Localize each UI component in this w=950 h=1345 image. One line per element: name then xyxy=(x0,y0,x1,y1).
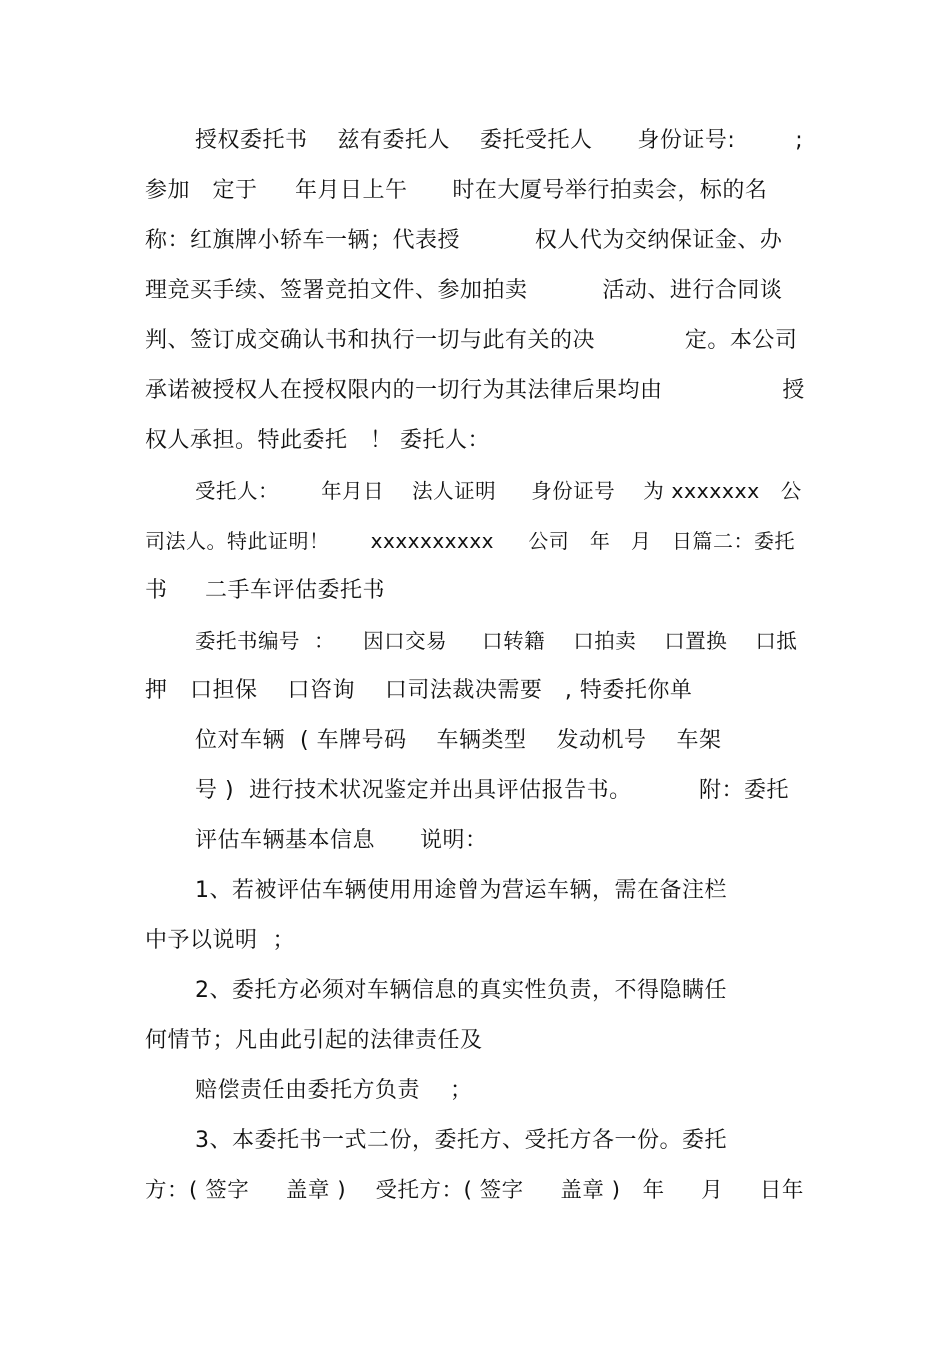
text-line: 理竞买手续、签署竞拍文件、参加拍卖 活动、进行合同谈 xyxy=(145,278,783,303)
text-line: 方：( 签字 盖章 ) 受托方：( 签字 盖章 ) 年 月 日年 xyxy=(145,1178,804,1203)
text-line: 司法人。特此证明！ xxxxxxxxxx 公司 年 月 日篇二：委托 xyxy=(145,529,796,553)
text-line: 评估车辆基本信息 说明： xyxy=(195,828,488,853)
text-line: 授权委托书 兹有委托人 委托受托人 身份证号: ; xyxy=(195,128,804,153)
text-line: 位对车辆 ( 车牌号码 车辆类型 发动机号 车架 xyxy=(195,728,722,753)
text-line: 何情节；凡由此引起的法律责任及 xyxy=(145,1028,483,1053)
text-line: 称：红旗牌小轿车一辆；代表授 权人代为交纳保证金、办 xyxy=(145,228,783,253)
text-line: 权人承担。特此委托 ！ 委托人： xyxy=(145,428,490,453)
text-line: 承诺被授权人在授权限内的一切行为其法律后果均由 授 xyxy=(145,378,805,403)
text-line: 赔偿责任由委托方负责 ； xyxy=(195,1078,473,1103)
text-line: 中予以说明 ； xyxy=(145,928,295,953)
text-line: 1、若被评估车辆使用用途曾为营运车辆，需在备注栏 xyxy=(195,878,727,903)
text-line: 委托书编号 ： 因口交易 口转籍 口拍卖 口置换 口抵 xyxy=(195,629,798,653)
text-line: 3、本委托书一式二份，委托方、受托方各一份。委托 xyxy=(195,1128,727,1153)
text-line: 号 ) 进行技术状况鉴定并出具评估报告书。 附：委托 xyxy=(195,778,790,803)
text-line: 书 二手车评估委托书 xyxy=(145,578,385,603)
text-line: 押 口担保 口咨询 口司法裁决需要 , 特委托你单 xyxy=(145,678,693,703)
text-line: 2、委托方必须对车辆信息的真实性负责，不得隐瞒任 xyxy=(195,978,727,1003)
text-line: 参加 定于 年月日上午 时在大厦号举行拍卖会，标的名 xyxy=(145,178,768,203)
text-line: 受托人： 年月日 法人证明 身份证号 为 xxxxxxx 公 xyxy=(195,479,802,503)
text-line: 判、签订成交确认书和执行一切与此有关的决 定。本公司 xyxy=(145,328,798,353)
